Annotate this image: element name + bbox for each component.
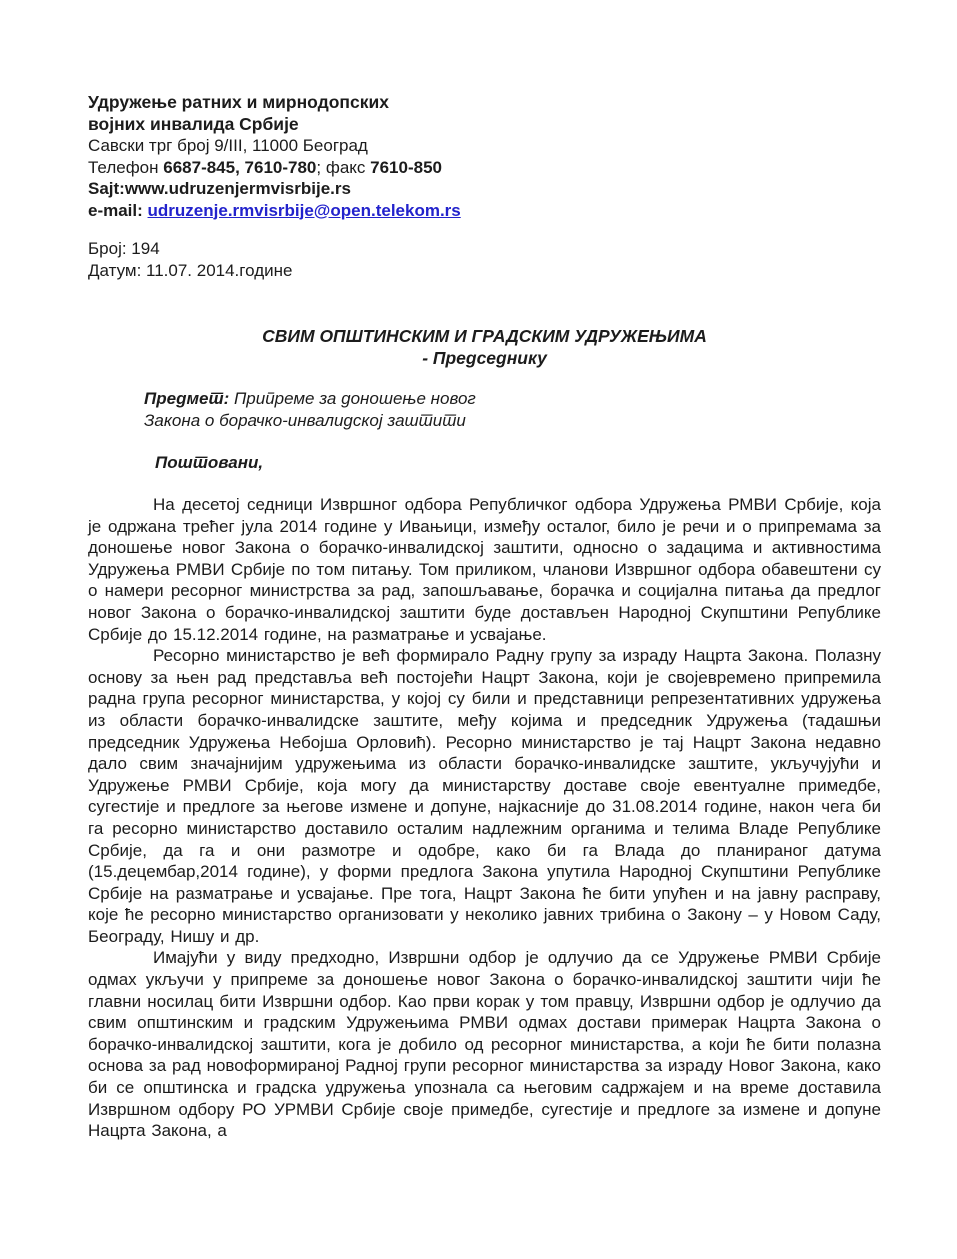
document-number: Број: 194 — [88, 239, 160, 258]
addressee-title — [88, 325, 881, 369]
phone-numbers: 6687-845, 7610-780 — [163, 157, 317, 177]
email-label: e-mail: — [88, 200, 148, 220]
letter-body — [88, 494, 881, 1142]
org-name-line1: Удружење ратних и мирнодопских — [88, 92, 389, 112]
body-paragraph-3: Имајући у виду предходно, Извршни одбор је одлучио да се Удружење РМВИ Србије одмах укључи у припреме за доношење новог Закона о борачко-инвалидској заштити чији ће главни носилац бити Извршни одбор. Као први корак у том правцу, Извршни одбор је одлучио да свим општинским и градским Удружењима РМВИ одмах достави примерак Нацрта Закона о борачко-инвалидској заштити, кога је добило од ресорног министарства, а који ће бити полазна основа за рад новоформираној Радној групи ресорног министарства за израду Новог Закона, како би се општинска и градска удружења упознала са његовим садржајем и на време доставила Извршном одбору РО УРМВИ Србије своје примедбе, сугестије и предлоге за измене и допуне Нацрта Закона, а — [88, 948, 881, 1141]
fax-number: 7610-850 — [370, 157, 442, 177]
subject-label: Предмет: — [144, 389, 230, 408]
org-email-line — [88, 200, 881, 222]
subject-line1 — [144, 388, 881, 410]
body-paragraph-2: Ресорно министарство је већ формирало Радну групу за израду Нацрта Закона. Полазну основу за њен рад представља већ постојећи Нацрт Закона, који је својевремено припремила радна група ресорног министарства, у којој су били и представници репрезентативних удружења из области борачко-инвалидске заштите, међу којима и председник Удружења (тадашњи председник Удружења Небојша Орловић). Ресорно министарство је тај Нацрт Закона недавно дало свим значајнијим удружењима из области борачко-инвалидске заштите, укључујући и Удружење РМВИ Србије, која могу да министарству доставе своје евентуалне примедбе, сугестије и предлоге за његове измене и допуне, најкасније до 31.08.2014 године, након чега би га ресорно министарство доставило осталим надлежним органима и телима Владе Републике Србије, да га и они размотре и одобре, како би га Влада до планираног датума (15.децембар,2014 године), у форми предлога Закона упутила Народној Скупштини Републике Србије на разматрање и усвајање. Пре тога, Нацрт Закона ће бити упућен и на јавну расправу, које ће ресорно министарство организовати у неколико јавних трибина о Закону – у Новом Саду, Београду, Нишу и др. — [88, 646, 881, 946]
org-website: Sajt:www.udruzenjermvisrbije.rs — [88, 179, 351, 198]
subject-block — [144, 388, 881, 432]
addressee-title-line1: СВИМ ОПШТИНСКИМ И ГРАДСКИМ УДРУЖЕЊИМА — [262, 326, 707, 346]
org-phone-line — [88, 157, 881, 179]
org-name-line2: војних инвалида Србије — [88, 113, 299, 134]
phone-label: Телефон — [88, 157, 164, 177]
addressee-title-line2: - Председнику — [422, 348, 547, 368]
org-address: Савски трг број 9/III, 11000 Београд — [88, 136, 368, 155]
document-date: Датум: 11.07. 2014.године — [88, 260, 293, 280]
meta-block — [88, 238, 881, 281]
subject-text: Припреме за доношење новог — [229, 389, 476, 408]
subject-line2: Закона о борачко-инвалидској заштити — [144, 411, 466, 430]
fax-label: ; факс — [316, 157, 371, 177]
letterhead — [88, 92, 881, 221]
salutation: Поштовани, — [155, 453, 264, 472]
body-paragraph-1: На десетој седници Извршног одбора Републичког одбора Удружења РМВИ Србије, која је одржана трећег јула 2014 године у Ивањици, између осталог, било је речи и о припремама за доношење новог Закона о борачко-инвалидској заштити, односно о задацима и активностима Удружења РМВИ Србије по том питању. Том приликом, чланови Извршног одбора обавештени су о намери ресорног министрства за рад, запошљавање, борачка и социјална питања да предлог новог Закона о борачко-инвалидској заштити буде достављен Народној Скупштини Републике Србије до 15.12.2014 године, на разматрање и усвајање. — [88, 495, 881, 644]
email-link[interactable]: udruzenje.rmvisrbije@open.telekom.rs — [147, 200, 461, 220]
